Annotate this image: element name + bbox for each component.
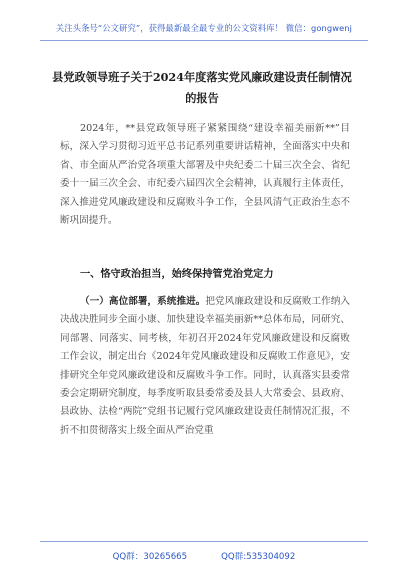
- section-paragraph: [60, 293, 350, 440]
- header-divider: [40, 40, 368, 41]
- footer-qq-group-2: QQ群:535304092: [221, 552, 296, 562]
- footer: [0, 550, 408, 562]
- paragraph-lead: （一）高位部署，系统推进。: [80, 296, 206, 307]
- intro-paragraph: 2024年，**县党政领导班子紧紧围绕“建设幸福美丽新**”目标，深入学习贯彻习近平总书记系列重要讲话精神，全面落实中央和省、市全面从严治党各项重大部署及中央纪委二十届三次全会、省纪委十一届三次全会、市纪委六届四次全会精神，认真履行主体责任，深入推进党风廉政建设和反腐败斗争工作，全县风清气正政治生态不断巩固提升。: [60, 123, 350, 227]
- header-banner: 关注头条号“公文研究”，获得最新最全最专业的公文资料库！ 微信：gongwenj: [55, 23, 353, 33]
- section-heading: 一、恪守政治担当，始终保持管党治党定力: [80, 268, 274, 280]
- footer-divider: [40, 541, 368, 542]
- paragraph-body: 把党风廉政建设和反腐败工作纳入决战决胜同步全面小康、加快建设幸福美丽新**总体布局，同研究、同部署、同落实、同考核，年初召开2024年党风廉政建设和反腐败工作会议，制定出台《2024年党风廉政建设和反腐败工作意见》，安排研究全年党风廉政建设和反腐败斗争工作。同时，认真落实县委常委会定期研究制度，每季度听取县委常委及县人大常委会、县政府、县政协、法检“两院”党组书记履行党风廉政建设责任制情况汇报，不折不扣贯彻落实上级全面从严治党重: [60, 296, 351, 436]
- document-title: 县党政领导班子关于2024年度落实党风廉政建设责任制情况的报告: [52, 70, 352, 105]
- footer-qq-group-1: QQ群：30265665: [112, 552, 188, 562]
